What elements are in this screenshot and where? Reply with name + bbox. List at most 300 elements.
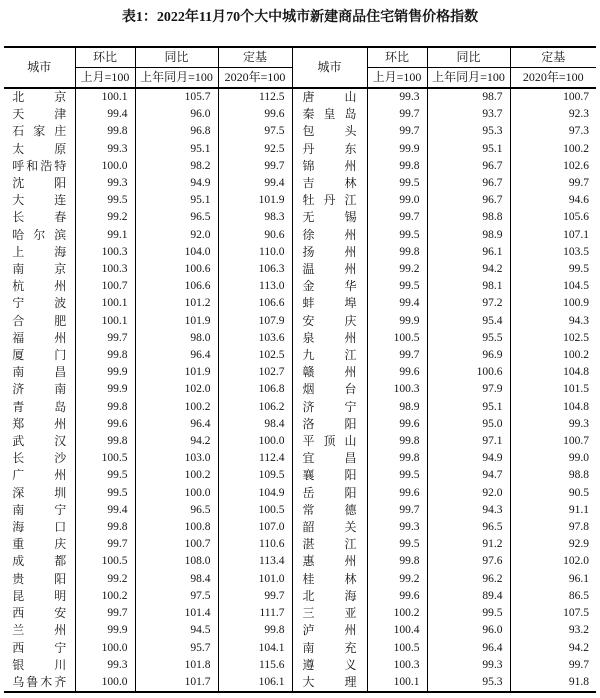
city-name: 济宁: [302, 399, 357, 414]
left-base-value-cell: 101.9: [218, 192, 292, 209]
right-mom-value-cell: 99.7: [367, 123, 427, 140]
table-row: [4, 278, 596, 295]
left-yoy-value-cell: 96.8: [135, 123, 218, 140]
right-mom-value-cell: 99.8: [367, 433, 427, 450]
left-yoy-value-cell: 100.2: [135, 399, 218, 416]
city-name: 秦皇岛: [302, 107, 357, 122]
table-row: [4, 141, 596, 158]
city-name: 南京: [12, 262, 67, 277]
city-name: 牡丹江: [302, 193, 357, 208]
right-yoy-value-cell: 94.2: [427, 261, 510, 278]
city-name: 厦门: [12, 348, 67, 363]
left-mom-value-cell: 99.6: [75, 416, 135, 433]
right-yoy-value-cell: 97.6: [427, 553, 510, 570]
city-name: 金华: [302, 279, 357, 294]
left-mom-value-cell: 100.3: [75, 244, 135, 261]
right-yoy-value-cell: 96.7: [427, 158, 510, 175]
right-mom-value-cell: 99.6: [367, 485, 427, 502]
left-base-value-cell: 99.6: [218, 106, 292, 123]
city-name: 重庆: [12, 537, 67, 552]
left-city-name-cell: [4, 364, 75, 381]
left-base-value-cell: 111.7: [218, 605, 292, 622]
right-city-name-cell: [292, 553, 367, 570]
right-base-value-cell: 99.7: [568, 177, 589, 190]
right-mom-value-cell: 99.2: [367, 261, 427, 278]
left-city-name-cell: [4, 657, 75, 674]
left-base-value-cell: 99.7: [218, 158, 292, 175]
left-mom-value-cell: 100.1: [75, 295, 135, 312]
left-city-name-cell: [4, 106, 75, 123]
city-name: 洛阳: [302, 416, 357, 431]
right-yoy-value-cell: 95.3: [427, 123, 510, 140]
table-row: [4, 209, 596, 226]
right-yoy-value-cell: 95.4: [427, 313, 510, 330]
left-city-name-cell: [4, 519, 75, 536]
left-yoy-value-cell: 92.0: [135, 227, 218, 244]
left-city-name-cell: [4, 313, 75, 330]
city-name: 南充: [302, 640, 357, 655]
left-city-name-cell: [4, 88, 75, 106]
right-city-name-cell: [292, 313, 367, 330]
left-mom-value-cell: 99.4: [75, 502, 135, 519]
right-city-name-cell: [292, 141, 367, 158]
left-base-value-cell: 107.0: [218, 519, 292, 536]
table-row: [4, 364, 596, 381]
left-city-name-cell: [4, 416, 75, 433]
left-mom-column-header: 环比: [75, 47, 135, 68]
right-yoy-value-cell: 93.7: [427, 106, 510, 123]
right-mom-value-cell: 99.6: [367, 364, 427, 381]
left-yoy-value-cell: 100.0: [135, 485, 218, 502]
city-name: 安庆: [302, 313, 357, 328]
left-yoy-value-cell: 100.7: [135, 536, 218, 553]
left-mom-value-cell: 100.0: [75, 674, 135, 692]
page-title: 表1：2022年11月70个大中城市新建商品住宅销售价格指数: [121, 10, 479, 25]
left-yoy-value-cell: 96.5: [135, 209, 218, 226]
city-name: 蚌埠: [302, 296, 357, 311]
left-yoy-value-cell: 105.7: [135, 88, 218, 106]
table-row: [4, 244, 596, 261]
right-base-value-cell: 90.5: [568, 486, 589, 499]
left-base-value-cell: 113.0: [218, 278, 292, 295]
left-city-name-cell: [4, 674, 75, 692]
right-city-name-cell: [292, 244, 367, 261]
right-city-name-cell: [292, 261, 367, 278]
right-base-value-cell: 92.3: [568, 108, 589, 121]
right-yoy-value-cell: 96.5: [427, 519, 510, 536]
city-name: 福州: [12, 330, 67, 345]
right-mom-value-cell: 100.1: [367, 674, 427, 692]
table-row: [4, 381, 596, 398]
right-base-value-cell: 100.2: [563, 349, 589, 362]
city-name: 沈阳: [12, 176, 67, 191]
right-base-value-cell: 100.7: [563, 435, 589, 448]
right-base-value-cell: 107.1: [563, 228, 589, 241]
left-mom-value-cell: 100.1: [75, 313, 135, 330]
right-yoy-value-cell: 94.7: [427, 467, 510, 484]
left-city-name-cell: [4, 502, 75, 519]
city-name: 银川: [12, 657, 67, 672]
left-city-name-cell: [4, 450, 75, 467]
left-city-name-cell: [4, 553, 75, 570]
left-yoy-column-header: 同比: [135, 47, 218, 68]
city-name: 遵义: [302, 657, 357, 672]
right-city-name-cell: [292, 295, 367, 312]
right-city-name-cell: [292, 192, 367, 209]
left-mom-value-cell: 100.1: [75, 88, 135, 106]
left-yoy-value-cell: 96.4: [135, 416, 218, 433]
right-yoy-value-cell: 92.0: [427, 485, 510, 502]
left-mom-value-cell: 99.8: [75, 347, 135, 364]
right-yoy-value-cell: 95.1: [427, 399, 510, 416]
left-mom-value-cell: 99.9: [75, 622, 135, 639]
city-name: 无锡: [302, 210, 357, 225]
city-name: 温州: [302, 262, 357, 277]
right-mom-value-cell: 99.7: [367, 209, 427, 226]
table-row: [4, 502, 596, 519]
left-base-value-cell: 99.8: [218, 622, 292, 639]
right-yoy-value-cell: 96.0: [427, 622, 510, 639]
table-row: [4, 175, 596, 192]
right-city-name-cell: [292, 588, 367, 605]
right-city-name-cell: [292, 502, 367, 519]
table-row: [4, 106, 596, 123]
left-yoy-value-cell: 98.0: [135, 330, 218, 347]
city-name: 包头: [302, 124, 357, 139]
right-yoy-value-cell: 95.1: [427, 141, 510, 158]
left-base-value-cell: 112.5: [218, 88, 292, 106]
left-city-name-cell: [4, 347, 75, 364]
city-name: 乌鲁木齐: [12, 674, 67, 689]
left-base-value-cell: 97.5: [218, 123, 292, 140]
city-name: 韶关: [302, 520, 357, 535]
city-name: 宁波: [12, 296, 67, 311]
city-name: 桂林: [302, 571, 357, 586]
city-name: 南宁: [12, 502, 67, 517]
city-name: 平顶山: [302, 434, 357, 449]
right-base-value-cell: 99.5: [568, 263, 589, 276]
table-row: [4, 330, 596, 347]
table-row: [4, 295, 596, 312]
left-city-name-cell: [4, 433, 75, 450]
left-city-name-cell: [4, 399, 75, 416]
city-name: 烟台: [302, 382, 357, 397]
city-name: 扬州: [302, 244, 357, 259]
left-yoy-value-cell: 101.2: [135, 295, 218, 312]
left-yoy-value-cell: 96.4: [135, 347, 218, 364]
table-row: [4, 88, 596, 106]
right-city-name-cell: [292, 622, 367, 639]
right-yoy-value-cell: 91.2: [427, 536, 510, 553]
left-base-value-cell: 98.4: [218, 416, 292, 433]
table-row: [4, 674, 596, 692]
left-yoy-value-cell: 101.9: [135, 364, 218, 381]
right-base-value-cell: 100.7: [563, 91, 589, 103]
right-city-name-cell: [292, 536, 367, 553]
left-base-value-cell: 109.5: [218, 467, 292, 484]
city-name: 赣州: [302, 365, 357, 380]
left-mom-value-cell: 100.2: [75, 588, 135, 605]
right-city-name-cell: [292, 657, 367, 674]
right-yoy-value-cell: 97.1: [427, 433, 510, 450]
table-row: [4, 553, 596, 570]
left-mom-value-cell: 99.9: [75, 381, 135, 398]
right-base-value-cell: 107.5: [563, 607, 589, 620]
left-yoy-value-cell: 95.7: [135, 640, 218, 657]
left-base-value-cell: 90.6: [218, 227, 292, 244]
city-name: 广州: [12, 468, 67, 483]
right-mom-value-cell: 99.3: [367, 88, 427, 106]
table-row: [4, 261, 596, 278]
left-mom-value-cell: 99.7: [75, 536, 135, 553]
right-city-name-cell: [292, 674, 367, 692]
right-mom-value-cell: 99.6: [367, 588, 427, 605]
city-name: 杭州: [12, 279, 67, 294]
right-city-name-cell: [292, 605, 367, 622]
right-mom-value-cell: 99.8: [367, 158, 427, 175]
left-city-name-cell: [4, 158, 75, 175]
table-row: [4, 605, 596, 622]
right-yoy-value-cell: 99.3: [427, 657, 510, 674]
left-base-value-cell: 99.4: [218, 175, 292, 192]
left-base-value-cell: 104.9: [218, 485, 292, 502]
right-city-name-cell: [292, 399, 367, 416]
city-name: 西安: [12, 606, 67, 621]
table-row: [4, 622, 596, 639]
right-city-column-header: 城市: [292, 47, 367, 88]
city-name: 长沙: [12, 451, 67, 466]
left-city-name-cell: [4, 622, 75, 639]
right-city-name-cell: [292, 519, 367, 536]
right-base-value-cell: 105.6: [563, 211, 589, 224]
right-city-name-cell: [292, 123, 367, 140]
city-name: 大连: [12, 193, 67, 208]
price-index-table: [4, 46, 596, 693]
right-city-name-cell: [292, 571, 367, 588]
right-yoy-value-cell: 98.1: [427, 278, 510, 295]
left-yoy-value-cell: 98.4: [135, 571, 218, 588]
table-row: [4, 485, 596, 502]
right-yoy-value-cell: 95.3: [427, 674, 510, 692]
left-city-name-cell: [4, 588, 75, 605]
left-base-value-cell: 106.6: [218, 295, 292, 312]
left-yoy-value-cell: 100.2: [135, 467, 218, 484]
right-base-value-cell: 86.5: [568, 589, 589, 602]
city-name: 贵阳: [12, 571, 67, 586]
left-base-value-cell: 110.0: [218, 244, 292, 261]
left-base-value-cell: 104.1: [218, 640, 292, 657]
right-yoy-value-cell: 96.4: [427, 640, 510, 657]
right-mom-sub-header: 上月=100: [367, 68, 427, 89]
left-yoy-value-cell: 94.9: [135, 175, 218, 192]
left-base-value-cell: 115.6: [218, 657, 292, 674]
city-name: 石家庄: [12, 124, 67, 139]
city-name: 郑州: [12, 416, 67, 431]
left-mom-value-cell: 99.2: [75, 209, 135, 226]
left-city-name-cell: [4, 485, 75, 502]
left-base-value-cell: 106.1: [218, 674, 292, 692]
table-row: [4, 227, 596, 244]
left-base-value-cell: 100.0: [218, 433, 292, 450]
left-mom-value-cell: 100.0: [75, 640, 135, 657]
right-city-name-cell: [292, 467, 367, 484]
table-row: [4, 450, 596, 467]
left-mom-value-cell: 99.8: [75, 433, 135, 450]
city-name: 武汉: [12, 434, 67, 449]
right-mom-value-cell: 99.5: [367, 467, 427, 484]
right-base-value-cell: 104.5: [563, 280, 589, 293]
city-name: 吉林: [302, 176, 357, 191]
left-base-value-cell: 92.5: [218, 141, 292, 158]
right-yoy-value-cell: 89.4: [427, 588, 510, 605]
right-mom-value-cell: 100.4: [367, 622, 427, 639]
right-base-value-cell: 97.8: [568, 521, 589, 534]
table-body: [4, 88, 596, 692]
left-city-name-cell: [4, 278, 75, 295]
left-base-value-cell: 100.5: [218, 502, 292, 519]
right-mom-value-cell: 99.7: [367, 347, 427, 364]
right-yoy-column-header: 同比: [427, 47, 510, 68]
left-city-name-cell: [4, 261, 75, 278]
right-city-name-cell: [292, 227, 367, 244]
left-yoy-sub-header: 上年同月=100: [135, 68, 218, 89]
left-base-value-cell: 113.4: [218, 553, 292, 570]
table-row: [4, 571, 596, 588]
right-city-name-cell: [292, 330, 367, 347]
city-name: 泉州: [302, 330, 357, 345]
right-base-value-cell: 92.9: [568, 538, 589, 551]
city-name: 宜昌: [302, 451, 357, 466]
left-base-value-cell: 106.2: [218, 399, 292, 416]
left-base-value-cell: 98.3: [218, 209, 292, 226]
city-name: 大理: [302, 674, 357, 689]
left-mom-value-cell: 100.0: [75, 158, 135, 175]
right-base-value-cell: 100.2: [563, 142, 589, 155]
table-row: [4, 123, 596, 140]
city-name: 上海: [12, 244, 67, 259]
city-name: 惠州: [302, 554, 357, 569]
left-yoy-value-cell: 95.1: [135, 192, 218, 209]
city-name: 天津: [12, 107, 67, 122]
city-name: 南昌: [12, 365, 67, 380]
right-yoy-value-cell: 94.3: [427, 502, 510, 519]
left-mom-value-cell: 99.9: [75, 364, 135, 381]
left-city-name-cell: [4, 141, 75, 158]
city-name: 岳阳: [302, 485, 357, 500]
left-mom-value-cell: 99.3: [75, 141, 135, 158]
right-city-name-cell: [292, 416, 367, 433]
right-yoy-value-cell: 98.9: [427, 227, 510, 244]
left-base-value-cell: 110.6: [218, 536, 292, 553]
right-mom-value-cell: 99.8: [367, 553, 427, 570]
left-base-value-cell: 112.4: [218, 450, 292, 467]
left-yoy-value-cell: 96.0: [135, 106, 218, 123]
left-mom-value-cell: 99.7: [75, 605, 135, 622]
right-mom-value-cell: 99.5: [367, 536, 427, 553]
table-row: [4, 416, 596, 433]
left-city-name-cell: [4, 381, 75, 398]
right-city-name-cell: [292, 88, 367, 106]
right-city-name-cell: [292, 381, 367, 398]
left-base-value-cell: 101.0: [218, 571, 292, 588]
right-base-value-cell: 94.3: [568, 314, 589, 327]
left-base-value-cell: 102.5: [218, 347, 292, 364]
left-base-value-cell: 103.6: [218, 330, 292, 347]
right-mom-value-cell: 99.7: [367, 502, 427, 519]
right-base-value-cell: 101.5: [563, 383, 589, 396]
left-yoy-value-cell: 101.7: [135, 674, 218, 692]
right-yoy-value-cell: 97.2: [427, 295, 510, 312]
right-mom-value-cell: 100.5: [367, 330, 427, 347]
left-yoy-value-cell: 106.6: [135, 278, 218, 295]
left-city-name-cell: [4, 227, 75, 244]
left-city-name-cell: [4, 123, 75, 140]
table-header: [4, 47, 596, 88]
right-mom-value-cell: 98.9: [367, 399, 427, 416]
right-base-value-cell: 91.1: [568, 503, 589, 516]
city-name: 成都: [12, 554, 67, 569]
right-mom-value-cell: 99.9: [367, 141, 427, 158]
city-name: 海口: [12, 520, 67, 535]
left-yoy-value-cell: 101.4: [135, 605, 218, 622]
left-mom-value-cell: 100.3: [75, 261, 135, 278]
left-base-value-cell: 99.7: [218, 588, 292, 605]
left-yoy-value-cell: 101.9: [135, 313, 218, 330]
right-base-column-header: 定基: [510, 47, 596, 68]
table-row: [4, 347, 596, 364]
left-base-value-cell: 106.8: [218, 381, 292, 398]
right-base-value-cell: 98.8: [568, 469, 589, 482]
left-mom-value-cell: 99.5: [75, 192, 135, 209]
right-base-value-cell: 102.6: [563, 159, 589, 172]
right-base-value-cell: 99.0: [568, 452, 589, 465]
right-yoy-value-cell: 96.7: [427, 192, 510, 209]
right-city-name-cell: [292, 347, 367, 364]
left-yoy-value-cell: 94.5: [135, 622, 218, 639]
city-name: 哈尔滨: [12, 227, 67, 242]
left-yoy-value-cell: 96.5: [135, 502, 218, 519]
city-name: 西宁: [12, 640, 67, 655]
left-yoy-value-cell: 98.2: [135, 158, 218, 175]
right-base-value-cell: 94.6: [568, 194, 589, 207]
city-name: 长春: [12, 210, 67, 225]
right-yoy-value-cell: 97.9: [427, 381, 510, 398]
city-name: 太原: [12, 141, 67, 156]
right-mom-value-cell: 100.3: [367, 657, 427, 674]
left-yoy-value-cell: 94.2: [135, 433, 218, 450]
left-city-name-cell: [4, 175, 75, 192]
right-mom-value-cell: 99.4: [367, 295, 427, 312]
left-mom-value-cell: 99.8: [75, 123, 135, 140]
right-yoy-value-cell: 95.0: [427, 416, 510, 433]
right-mom-value-cell: 99.5: [367, 175, 427, 192]
left-city-name-cell: [4, 571, 75, 588]
left-yoy-value-cell: 100.6: [135, 261, 218, 278]
left-base-value-cell: 107.9: [218, 313, 292, 330]
left-base-sub-header: 2020年=100: [218, 68, 292, 89]
right-city-name-cell: [292, 158, 367, 175]
right-yoy-sub-header: 上年同月=100: [427, 68, 510, 89]
left-mom-value-cell: 99.2: [75, 571, 135, 588]
city-name: 青岛: [12, 399, 67, 414]
table-row: [4, 519, 596, 536]
left-yoy-value-cell: 103.0: [135, 450, 218, 467]
city-name: 呼和浩特: [12, 158, 67, 173]
right-yoy-value-cell: 96.9: [427, 347, 510, 364]
left-mom-value-cell: 99.4: [75, 106, 135, 123]
right-base-value-cell: 96.1: [568, 572, 589, 585]
left-yoy-value-cell: 102.0: [135, 381, 218, 398]
